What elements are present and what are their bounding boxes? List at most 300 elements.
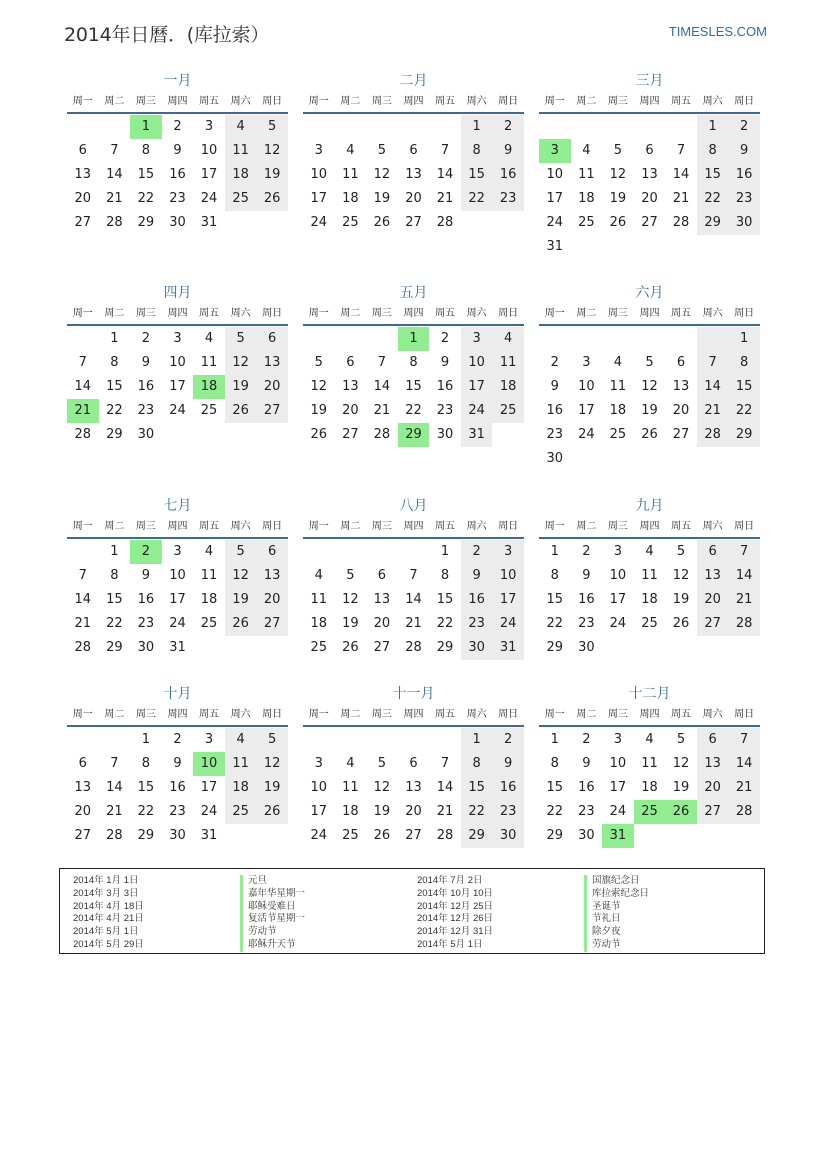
weekday-label: 周一 (544, 96, 565, 107)
weekday-label: 周日 (498, 96, 519, 107)
day-cell: 16 (137, 379, 155, 394)
day-cell: 24 (578, 427, 595, 442)
weekday-label: 周六 (466, 521, 487, 532)
holiday-name: 库拉索纪念日 (584, 888, 649, 901)
day-cell: 21 (405, 616, 422, 631)
empty-cell (366, 115, 398, 139)
day-cell: 13 (641, 167, 658, 182)
weekday-header (539, 94, 760, 114)
weekday-header (539, 707, 760, 727)
day-cell: 28 (106, 828, 123, 843)
weekday-label: 周六 (230, 96, 251, 107)
day-cell: 16 (461, 588, 493, 612)
day-cell: 16 (546, 403, 564, 418)
day-cell: 28 (436, 215, 454, 230)
empty-cell (728, 824, 760, 848)
day-cell: 19 (225, 375, 257, 399)
day-cell: 8 (440, 568, 450, 583)
day-cell: 1 (110, 544, 119, 559)
day-cell: 3 (613, 544, 623, 559)
weekday-label: 周六 (230, 709, 251, 720)
day-cell: 15 (405, 379, 422, 394)
empty-cell (728, 447, 760, 471)
weekday-label: 周六 (466, 96, 487, 107)
day-cell: 28 (106, 215, 123, 230)
weekday-label: 周二 (340, 308, 361, 319)
day-cell: 12 (225, 564, 257, 588)
empty-cell (571, 447, 603, 471)
day-grid (67, 728, 288, 848)
weekday-label: 周五 (199, 308, 220, 319)
weekday-label: 周二 (576, 96, 597, 107)
day-cell: 15 (137, 780, 155, 795)
day-cell: 18 (492, 375, 524, 399)
day-cell: 6 (78, 756, 87, 771)
day-grid (539, 115, 760, 259)
day-cell: 26 (641, 427, 658, 442)
empty-cell (225, 423, 257, 447)
day-cell: 30 (461, 636, 493, 660)
day-cell: 26 (225, 612, 257, 636)
day-cell: 25 (225, 800, 257, 824)
day-cell: 10 (578, 379, 595, 394)
day-grid (539, 327, 760, 471)
day-cell: 7 (440, 756, 450, 771)
day-cell: 27 (256, 399, 288, 423)
month-block (303, 72, 524, 235)
weekday-label: 周一 (72, 96, 93, 107)
day-cell: 26 (256, 187, 288, 211)
day-cell: 25 (342, 215, 359, 230)
weekday-label: 周一 (72, 709, 93, 720)
empty-cell (602, 115, 634, 139)
day-cell: 4 (645, 732, 654, 747)
weekday-label: 周五 (199, 521, 220, 532)
month-name: 四月 (163, 285, 192, 301)
day-cell: 27 (74, 215, 92, 230)
day-cell: 26 (373, 828, 391, 843)
day-cell: 21 (106, 191, 123, 206)
day-cell: 4 (204, 331, 214, 346)
day-cell: 1 (550, 544, 559, 559)
empty-cell (335, 540, 367, 564)
day-grid (539, 728, 760, 848)
day-cell: 7 (676, 143, 686, 158)
empty-cell (634, 636, 666, 660)
day-cell: 15 (106, 379, 123, 394)
day-cell: 3 (314, 143, 323, 158)
day-cell: 11 (342, 167, 359, 182)
empty-cell (193, 636, 225, 660)
day-grid (303, 540, 524, 660)
day-cell: 23 (578, 616, 595, 631)
holiday-day-cell: 29 (398, 423, 430, 447)
day-cell: 10 (609, 756, 627, 771)
day-cell: 8 (697, 139, 729, 163)
day-cell: 14 (373, 379, 391, 394)
empty-cell (99, 115, 131, 139)
day-cell: 12 (672, 756, 690, 771)
holiday-date: 2014年 5月 29日 (73, 938, 144, 950)
weekday-label: 周四 (403, 521, 424, 532)
day-cell: 30 (137, 640, 155, 655)
month-name: 一月 (163, 73, 192, 89)
day-cell: 6 (697, 540, 729, 564)
day-cell: 31 (492, 636, 524, 660)
day-cell: 22 (436, 616, 454, 631)
day-cell: 30 (492, 824, 524, 848)
day-cell: 15 (106, 592, 123, 607)
day-cell: 30 (546, 451, 564, 466)
weekday-label: 周三 (607, 521, 628, 532)
day-cell: 14 (728, 752, 760, 776)
empty-cell (67, 540, 99, 564)
day-cell: 6 (346, 355, 355, 370)
empty-cell (634, 115, 666, 139)
day-cell: 1 (440, 544, 450, 559)
day-cell: 8 (550, 568, 559, 583)
month-block (539, 72, 760, 259)
weekday-label: 周二 (340, 709, 361, 720)
day-cell: 11 (200, 355, 218, 370)
empty-cell (728, 235, 760, 259)
day-cell: 7 (440, 143, 450, 158)
empty-cell (225, 824, 257, 848)
day-cell: 26 (373, 215, 391, 230)
empty-cell (162, 423, 194, 447)
day-cell: 28 (436, 828, 454, 843)
day-cell: 22 (728, 399, 760, 423)
weekday-header (303, 306, 524, 326)
day-cell: 27 (697, 800, 729, 824)
day-cell: 13 (74, 780, 92, 795)
weekday-label: 周二 (104, 308, 125, 319)
holiday-dates-col-2 (417, 875, 493, 952)
empty-cell (225, 211, 257, 235)
weekday-label: 周三 (371, 96, 392, 107)
weekday-label: 周三 (607, 96, 628, 107)
day-cell: 9 (173, 756, 182, 771)
day-cell: 24 (200, 191, 218, 206)
empty-cell (398, 728, 430, 752)
holiday-day-cell: 31 (602, 824, 634, 848)
day-cell: 21 (74, 616, 92, 631)
day-cell: 5 (314, 355, 323, 370)
day-cell: 2 (582, 544, 591, 559)
day-cell: 4 (645, 544, 654, 559)
day-cell: 26 (609, 215, 627, 230)
day-cell: 18 (310, 616, 328, 631)
day-cell: 25 (200, 403, 218, 418)
day-cell: 14 (106, 167, 123, 182)
weekday-label: 周三 (371, 308, 392, 319)
day-cell: 4 (204, 544, 214, 559)
day-cell: 9 (492, 139, 524, 163)
weekday-label: 周三 (371, 709, 392, 720)
day-cell: 20 (405, 804, 422, 819)
day-cell: 29 (728, 423, 760, 447)
day-cell: 5 (256, 115, 288, 139)
day-cell: 10 (200, 143, 218, 158)
day-cell: 1 (461, 728, 493, 752)
day-cell: 22 (697, 187, 729, 211)
day-cell: 29 (546, 828, 564, 843)
weekday-label: 周四 (167, 96, 188, 107)
day-cell: 5 (676, 544, 686, 559)
day-cell: 24 (169, 403, 186, 418)
day-cell: 11 (609, 379, 627, 394)
month-name: 七月 (163, 498, 192, 514)
day-cell: 13 (256, 351, 288, 375)
day-cell: 2 (440, 331, 450, 346)
day-cell: 19 (256, 163, 288, 187)
day-cell: 10 (310, 780, 328, 795)
empty-cell (398, 540, 430, 564)
day-cell: 7 (78, 568, 87, 583)
empty-cell (303, 728, 335, 752)
day-cell: 28 (373, 427, 391, 442)
empty-cell (634, 327, 666, 351)
weekday-header (67, 306, 288, 326)
day-cell: 11 (342, 780, 359, 795)
day-cell: 3 (582, 355, 591, 370)
empty-cell (256, 636, 288, 660)
day-cell: 10 (546, 167, 564, 182)
day-cell: 28 (405, 640, 422, 655)
day-cell: 11 (225, 139, 257, 163)
day-cell: 3 (173, 544, 182, 559)
holiday-date: 2014年 7月 2日 (417, 875, 483, 886)
day-cell: 31 (546, 239, 564, 254)
weekday-label: 周日 (262, 521, 283, 532)
day-cell: 19 (256, 776, 288, 800)
day-cell: 4 (225, 115, 257, 139)
day-grid (67, 327, 288, 447)
day-cell: 15 (697, 163, 729, 187)
day-cell: 22 (137, 191, 155, 206)
day-cell: 24 (461, 399, 493, 423)
day-cell: 1 (728, 327, 760, 351)
holiday-day-cell: 25 (634, 800, 666, 824)
day-cell: 2 (582, 732, 591, 747)
weekday-label: 周四 (167, 709, 188, 720)
day-cell: 17 (492, 588, 524, 612)
weekday-label: 周三 (607, 709, 628, 720)
empty-cell (697, 824, 729, 848)
day-cell: 15 (436, 592, 454, 607)
holiday-date: 2014年 3月 3日 (73, 887, 139, 899)
day-cell: 10 (461, 351, 493, 375)
day-cell: 24 (310, 215, 328, 230)
day-cell: 17 (578, 403, 595, 418)
holiday-date: 2014年 12月 25日 (417, 900, 494, 912)
day-cell: 3 (492, 540, 524, 564)
empty-cell (335, 115, 367, 139)
day-cell: 1 (461, 115, 493, 139)
holiday-name: 劳动节 (240, 926, 305, 939)
day-cell: 11 (225, 752, 257, 776)
day-cell: 8 (141, 756, 151, 771)
day-cell: 20 (74, 191, 92, 206)
empty-cell (697, 636, 729, 660)
holiday-name: 复活节星期一 (240, 913, 305, 926)
day-cell: 18 (225, 163, 257, 187)
month-block (67, 497, 288, 660)
day-cell: 30 (728, 211, 760, 235)
holiday-names-col-2 (584, 875, 649, 952)
weekday-label: 周三 (135, 709, 156, 720)
day-cell: 9 (440, 355, 450, 370)
day-cell: 11 (492, 351, 524, 375)
day-cell: 6 (697, 728, 729, 752)
day-cell: 17 (546, 191, 564, 206)
day-cell: 27 (256, 612, 288, 636)
weekday-label: 周二 (576, 521, 597, 532)
day-cell: 4 (346, 143, 355, 158)
day-cell: 28 (672, 215, 690, 230)
holiday-name: 嘉年华星期一 (240, 888, 305, 901)
empty-cell (366, 327, 398, 351)
site-link[interactable]: TIMESLES.COM (668, 24, 767, 39)
day-cell: 21 (436, 804, 454, 819)
day-cell: 13 (697, 564, 729, 588)
day-cell: 2 (492, 728, 524, 752)
holiday-name: 耶稣受难日 (240, 901, 305, 914)
empty-cell (602, 447, 634, 471)
day-cell: 9 (582, 756, 591, 771)
day-cell: 31 (200, 215, 218, 230)
holiday-name: 国旗纪念日 (584, 875, 649, 888)
day-cell: 27 (697, 612, 729, 636)
day-cell: 31 (461, 423, 493, 447)
day-cell: 17 (169, 592, 186, 607)
day-cell: 13 (405, 780, 422, 795)
day-cell: 23 (578, 804, 595, 819)
day-cell: 24 (492, 612, 524, 636)
day-cell: 4 (492, 327, 524, 351)
month-block (67, 72, 288, 235)
day-cell: 9 (728, 139, 760, 163)
weekday-header (303, 707, 524, 727)
day-cell: 18 (200, 592, 218, 607)
day-cell: 30 (137, 427, 155, 442)
empty-cell (697, 447, 729, 471)
month-name: 十一月 (392, 686, 435, 702)
empty-cell (256, 211, 288, 235)
day-cell: 6 (409, 143, 418, 158)
day-cell: 2 (728, 115, 760, 139)
day-cell: 7 (728, 728, 760, 752)
month-block (539, 685, 760, 848)
day-cell: 29 (137, 215, 155, 230)
day-cell: 24 (169, 616, 186, 631)
day-cell: 6 (256, 327, 288, 351)
weekday-label: 周二 (576, 308, 597, 319)
day-cell: 29 (137, 828, 155, 843)
empty-cell (571, 115, 603, 139)
day-cell: 9 (550, 379, 559, 394)
day-cell: 4 (582, 143, 591, 158)
empty-cell (571, 235, 603, 259)
day-cell: 26 (672, 616, 690, 631)
weekday-label: 周日 (734, 96, 755, 107)
weekday-label: 周一 (308, 308, 329, 319)
weekday-header (303, 94, 524, 114)
day-cell: 22 (546, 804, 564, 819)
day-cell: 4 (314, 568, 323, 583)
day-cell: 17 (609, 592, 627, 607)
day-cell: 29 (106, 640, 123, 655)
day-cell: 25 (310, 640, 328, 655)
month-name: 十月 (163, 686, 192, 702)
weekday-label: 周六 (466, 709, 487, 720)
day-cell: 28 (697, 423, 729, 447)
day-cell: 27 (672, 427, 690, 442)
day-cell: 14 (728, 564, 760, 588)
day-cell: 15 (728, 375, 760, 399)
holiday-day-cell: 26 (665, 800, 697, 824)
weekday-label: 周一 (544, 521, 565, 532)
day-cell: 15 (546, 592, 564, 607)
day-cell: 17 (310, 804, 328, 819)
day-cell: 19 (225, 588, 257, 612)
weekday-label: 周二 (340, 96, 361, 107)
day-cell: 4 (225, 728, 257, 752)
day-cell: 28 (74, 427, 92, 442)
month-block (539, 497, 760, 660)
day-cell: 20 (697, 776, 729, 800)
day-cell: 11 (578, 167, 595, 182)
day-cell: 5 (225, 540, 257, 564)
day-cell: 8 (110, 568, 119, 583)
day-cell: 25 (578, 215, 595, 230)
empty-cell (665, 115, 697, 139)
holiday-day-cell: 2 (130, 540, 162, 564)
weekday-label: 周三 (371, 521, 392, 532)
holiday-date: 2014年 1月 1日 (73, 875, 139, 886)
weekday-label: 周四 (639, 709, 660, 720)
day-cell: 15 (137, 167, 155, 182)
day-cell: 18 (609, 403, 627, 418)
weekday-label: 周六 (466, 308, 487, 319)
empty-cell (429, 728, 461, 752)
day-cell: 23 (436, 403, 454, 418)
day-cell: 2 (550, 355, 559, 370)
day-cell: 1 (141, 732, 151, 747)
weekday-label: 周四 (167, 308, 188, 319)
day-cell: 19 (672, 592, 690, 607)
day-cell: 30 (169, 828, 186, 843)
day-cell: 6 (377, 568, 387, 583)
empty-cell (665, 824, 697, 848)
day-cell: 7 (697, 351, 729, 375)
day-cell: 25 (342, 828, 359, 843)
day-cell: 17 (169, 379, 186, 394)
month-block (67, 685, 288, 848)
weekday-label: 周六 (230, 308, 251, 319)
weekday-label: 周六 (230, 521, 251, 532)
month-block (303, 284, 524, 447)
holiday-names-col-1 (240, 875, 305, 952)
day-cell: 18 (578, 191, 595, 206)
day-cell: 7 (377, 355, 387, 370)
empty-cell (303, 327, 335, 351)
day-cell: 15 (461, 163, 493, 187)
weekday-label: 周一 (308, 709, 329, 720)
day-cell: 15 (461, 776, 493, 800)
weekday-label: 周一 (544, 308, 565, 319)
weekday-label: 周五 (435, 308, 456, 319)
